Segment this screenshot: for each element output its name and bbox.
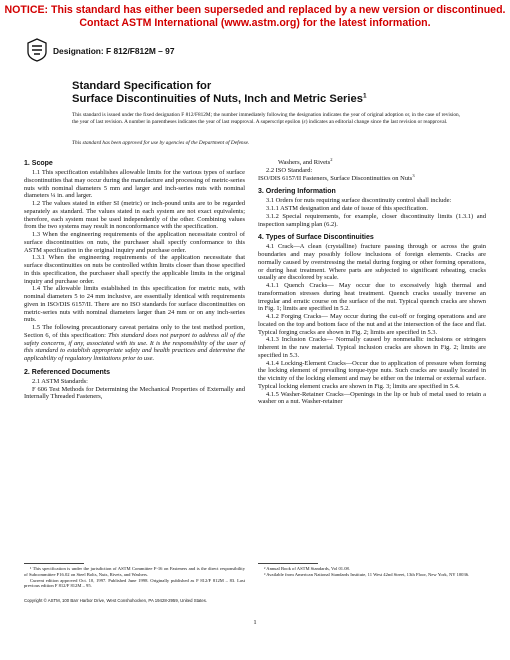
- section-heading-scope: 1. Scope: [24, 160, 53, 167]
- notice-line-2: Contact ASTM International (www.astm.org) for the latest information.: [79, 17, 431, 29]
- para-1-4: 1.4 The allowable limits established in this specification for metric nuts, with nominal diameters 5 to 24 mm inclusive, are essentially identical with requirements given in ISO/DIS 6157/II. There are no ISO standards for surface discontinuities on metric-series nuts with nominal diameters larger than 24 mm or on any inch-series nuts.: [24, 285, 245, 324]
- ref-iso: ISO/DIS 6157/II Fasteners, Surface Discontinuities on Nuts$^3$: [258, 172, 415, 182]
- para-4-1-4: 4.1.4 Locking-Element Cracks—Occur due to application of pressure when forming the locking element of prevailing torque-type nuts. Such cracks are usually located in the vicinity of the locking element and may be either on the internal or external surface. Typical locking element cracks are shown in Fig. 3; limits are specified in 5.4.: [258, 359, 486, 390]
- ref-f606-continued: Washers, and Rivets$^2$: [278, 156, 333, 166]
- para-4-1-1: 4.1.1 Quench Cracks— May occur due to excessively high thermal and transformation stresses during heat treatment. Quench cracks usually traverse an irregular and erratic course on the surface of the nut. Typical quench cracks are shown in Fig. 1; limits are specified in 5.2.: [258, 282, 486, 313]
- para-2-1: 2.1 ASTM Standards:: [32, 377, 88, 385]
- para-4-1: 4.1 Crack—A clean (crystalline) fracture passing through or across the grain boundaries and may possibly follow inclusions of foreign elements. Cracks are normally caused by overstressing the metal during forging or other forming operations, or during heat treatment. Where parts are subjected to significant reheating, cracks usually are discolored by scale.: [258, 243, 486, 282]
- designation: Designation: F 812/F812M – 97: [53, 46, 175, 56]
- footnote-1: ¹ This specification is under the jurisdiction of ASTM Committee F-16 on Fasteners and is the direct responsibility of Subcommittee F16.02 on Steel Bolts, Nuts, Rivets, and Washers.: [24, 566, 245, 577]
- supersede-notice: [0, 4, 510, 30]
- para-1-5: 1.5 The following precautionary caveat pertains only to the test method portion, Section 6, of this specification: This standard does not purport to address all of the safety concerns, if any, associated with its use. It is the responsibility of the user of this standard to establish appropriate safety and health practices and determine the applicability of regulatory limitations prior to use.: [24, 324, 245, 362]
- left-column: [24, 159, 245, 401]
- copyright-line: Copyright © ASTM, 100 Barr Harbor Drive, West Conshohocken, PA 19428-2959, United States.: [24, 598, 208, 603]
- safety-caveat: This standard does not purport to address all of the safety concerns, if any, associated with its use. It is the responsibility of the user of this standard to establish appropriate safety and health practices and determine the applicability of regulatory limitations prior to use.: [24, 331, 245, 362]
- page-number: 1: [253, 619, 257, 626]
- notice-line-1: NOTICE: This standard has either been superseded and replaced by a new version or discontinued.: [4, 4, 506, 16]
- para-1-1: 1.1 This specification establishes allowable limits for the various types of surface discontinuities that may occur during the manufacture and processing of metric-series nuts with nominal diameters 5 mm and larger and inch-series nuts with nominal diameters ¼ in. and larger.: [24, 169, 245, 200]
- section-heading-types: 4. Types of Surface Discontinuities: [258, 234, 374, 242]
- ref-f606: F 606 Test Methods for Determining the Mechanical Properties of Externally and Internally Threaded Fasteners,: [24, 385, 245, 401]
- footnotes-right: [258, 566, 486, 578]
- para-1-2: 1.2 The values stated in either SI (metric) or inch-pound units are to be regarded separately as standard. The values stated in each system are not exact equivalents; therefore, each system must be used independently of the other. Combining values from the two systems may result in nonconformance with the specification.: [24, 200, 245, 231]
- footnote-rule-right: [258, 563, 318, 564]
- footnote-mark-3[interactable]: 3: [412, 172, 415, 178]
- para-3-1-2: 3.1.2 Special requirements, for example, closer discontinuity limits (1.3.1) and inspection sampling plan (6.2).: [258, 212, 486, 228]
- para-4-1-5: 4.1.5 Washer-Retainer Cracks—Openings in the lip or hub of metal used to retain a washer on a nut. Washer-retainer: [258, 390, 486, 406]
- right-column: [258, 156, 486, 406]
- para-4-1-3: 4.1.3 Inclusion Cracks— Normally caused by nonmetallic inclusions or stringers inherent in the raw material. Typical inclusion cracks are shown in Fig. 2; limits are specified in 5.3.: [258, 336, 486, 359]
- title-line-1: Standard Specification for: [72, 80, 212, 92]
- footnote-3: ³ Available from American National Standards Institute, 11 West 42nd Street, 13th Floor, New York, NY 10036.: [264, 571, 470, 577]
- astm-logo: [26, 38, 48, 62]
- title-footnote-mark[interactable]: 1: [362, 92, 367, 100]
- para-2-2: 2.2 ISO Standard:: [266, 166, 313, 174]
- footnote-rule-left: [24, 563, 84, 564]
- para-1-3-1: 1.3.1 When the engineering requirements of the application necessitate that surface discontinuities on nuts be controlled within limits closer than those specified in this specification, the purchaser shall specify the applicable limits in the original inquiry and purchase order.: [24, 254, 245, 285]
- footnote-2: ² Annual Book of ASTM Standards, Vol 01.08.: [264, 566, 350, 571]
- document-title: [72, 80, 472, 106]
- section-heading-ordering: 3. Ordering Information: [258, 188, 336, 196]
- title-line-2: Surface Discontinuities of Nuts, Inch and Metric Series$^1$: [72, 92, 367, 105]
- dod-approval-note: This standard has been approved for use by agencies of the Department of Defense.: [72, 140, 250, 146]
- para-3-1: 3.1 Orders for nuts requiring surface discontinuity control shall include:: [266, 197, 452, 205]
- para-1-3: 1.3 When the engineering requirements of the application necessitate control of surface discontinuities on nuts, the purchaser shall specify conformance to this ASTM specification in the original inquiry and purchase order.: [24, 231, 245, 254]
- para-4-1-2: 4.1.2 Forging Cracks— May occur during the cut-off or forging operations and are located on the top and bottom face of the nut and at the intersection of the face and flat. Typical forging cracks are shown in Fig. 2; limits are specified in 5.3.: [258, 313, 486, 336]
- footnote-mark-2[interactable]: 2: [330, 156, 333, 162]
- footnote-1-edition: Current edition approved Oct. 10, 1997. Published June 1998. Originally published as F 812/F 812M – 83. Last previous edition F 812/F 812M – 95.: [24, 577, 245, 589]
- section-heading-referenced-documents: 2. Referenced Documents: [24, 368, 110, 376]
- footnotes-left: [24, 566, 245, 589]
- preamble: This standard is issued under the fixed designation F 812/F812M; the number immediately following the designation indicates the year of original adoption or, in the case of revision, the year of last revision. A number in parentheses indicates the year of last reapproval. A superscript epsilon (ε) indicates an editorial change since the last revision or reapproval.: [72, 112, 460, 125]
- para-3-1-1: 3.1.1 ASTM designation and date of issue of this specification.: [266, 205, 428, 212]
